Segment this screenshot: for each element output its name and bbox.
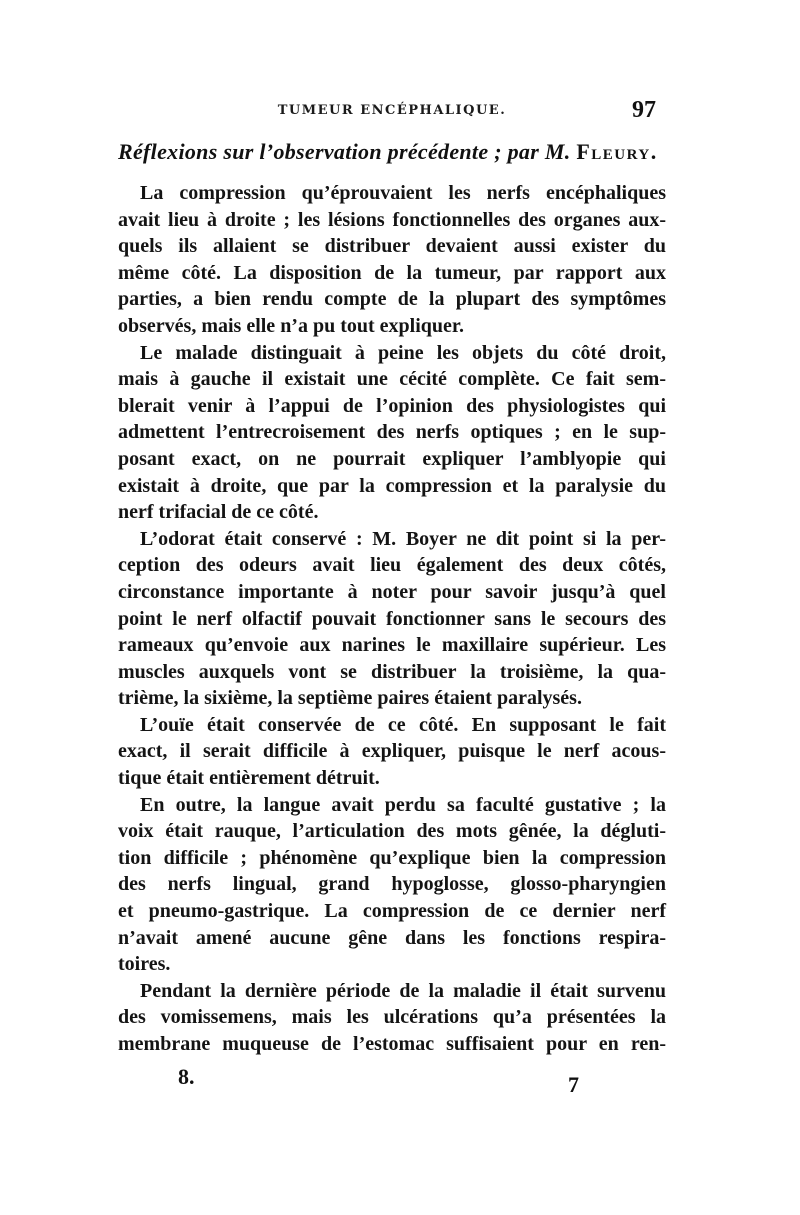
text-line: mais à gauche il existait une cécité complète. Ce fait sem- [118, 368, 666, 391]
heading-author: Fleury. [576, 139, 658, 164]
text-line: posant exact, on ne pourrait expliquer l’amblyopie qui [118, 447, 666, 470]
signature-mark: 8. [178, 1064, 195, 1089]
page-number: 97 [632, 97, 656, 123]
text-line: L’ouïe était conservée de ce côté. En supposant le fait [140, 713, 666, 736]
text-line: rameaux qu’envoie aux narines le maxillaire supérieur. Les [118, 634, 666, 657]
text-line: parties, a bien rendu compte de la plupart des symptômes [118, 288, 666, 311]
text-line: En outre, la langue avait perdu sa faculté gustative ; la [140, 793, 666, 816]
text-line: tion difficile ; phénomène qu’explique bien la compression [118, 846, 666, 869]
text-line: quels ils allaient se distribuer devaient aussi exister du [118, 235, 666, 258]
text-line: muscles auxquels vont se distribuer la troisième, la qua- [118, 660, 666, 683]
text-line: membrane muqueuse de l’estomac suffisaient pour en ren- [118, 1033, 666, 1055]
page-header [118, 97, 666, 127]
body-text [118, 180, 666, 1058]
heading-text: Réflexions sur l’observation précédente ; par M. [118, 139, 577, 164]
text-line: L’odorat était conservé : M. Boyer ne dit point si la per- [140, 527, 666, 550]
text-line: Pendant la dernière période de la maladie il était survenu [140, 979, 666, 1002]
text-line: n’avait amené aucune gêne dans les fonctions respira- [118, 926, 666, 949]
text-line: et pneumo-gastrique. La compression de ce dernier nerf [118, 900, 666, 923]
text-line: blerait venir à l’appui de l’opinion des physiologistes qui [118, 394, 666, 417]
text-line: voix était rauque, l’articulation des mots gênée, la dégluti- [118, 820, 666, 843]
section-heading [118, 139, 666, 165]
text-line: même côté. La disposition de la tumeur, par rapport aux [118, 261, 666, 284]
text-line: observés, mais elle n’a pu tout expliquer. [118, 314, 464, 337]
text-line: avait lieu à droite ; les lésions fonctionnelles des organes aux- [118, 208, 666, 231]
text-line: La compression qu’éprouvaient les nerfs encéphaliques [140, 182, 666, 204]
text-line: des vomissemens, mais les ulcérations qu’a présentées la [118, 1006, 666, 1029]
text-line: des nerfs lingual, grand hypoglosse, glosso-pharyngien [118, 873, 666, 896]
text-line: circonstance importante à noter pour savoir jusqu’à quel [118, 580, 666, 603]
text-line: admettent l’entrecroisement des nerfs optiques ; en le sup- [118, 421, 666, 444]
text-line: point le nerf olfactif pouvait fonctionner sans le secours des [118, 607, 666, 630]
text-line: tique était entièrement détruit. [118, 767, 380, 790]
text-line: toires. [118, 953, 171, 976]
text-line: nerf trifacial de ce côté. [118, 501, 319, 524]
text-line: Le malade distinguait à peine les objets du côté droit, [140, 341, 666, 364]
text-line: trième, la sixième, la septième paires étaient paralysés. [118, 687, 582, 710]
text-line: ception des odeurs avait lieu également des deux côtés, [118, 554, 666, 577]
running-title: TUMEUR ENCÉPHALIQUE. [277, 103, 507, 118]
text-line: exact, il serait difficile à expliquer, puisque le nerf acous- [118, 740, 666, 763]
text-line: existait à droite, que par la compression et la paralysie du [118, 474, 666, 497]
sheet-number: 7 [568, 1072, 579, 1097]
